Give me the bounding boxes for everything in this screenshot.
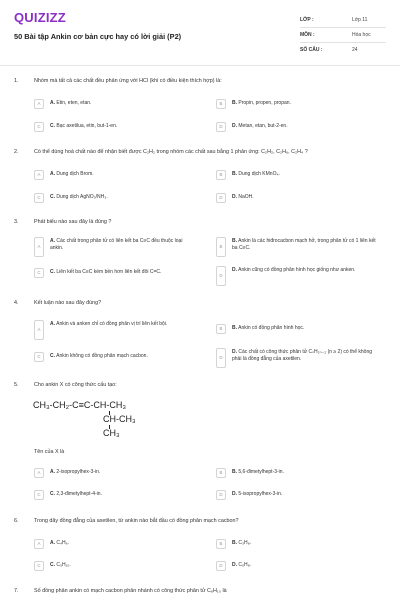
info-value-class: Lớp 11 — [352, 17, 368, 23]
option-letter: B. — [232, 100, 237, 106]
question-text: Có thể dùng hoá chất nào để nhận biết được C₂H₂ trong nhóm các chất sau bằng 1 phản ứng: C₂H₂, C₂H₆, C₂H₄ ? — [34, 149, 308, 155]
page-header — [0, 0, 400, 66]
option-box: C — [34, 268, 44, 278]
option-box: D — [216, 266, 226, 286]
question-number: 3. — [14, 219, 19, 225]
question-text: Kết luận nào sau đây đúng? — [34, 300, 102, 306]
info-value-count: 24 — [352, 47, 358, 53]
option-box: C — [34, 193, 44, 203]
option-letter: A. — [50, 321, 55, 327]
option-box: B — [216, 539, 226, 549]
option-text: Ankin là các hiđrocacbon mạch hở, trong phân tử có 1 liên kết ba C≡C. — [232, 238, 376, 252]
option-box: B — [216, 468, 226, 478]
question-text: Số đồng phân ankin có mạch cacbon phân nhánh có công thức phân tử C₆H₁₀ là — [34, 588, 227, 594]
info-divider — [300, 27, 386, 28]
option-text: Ankin và anken chỉ có đồng phân vị trí liên kết bội. — [55, 321, 168, 327]
option-box: A — [34, 170, 44, 180]
option-letter: A. — [50, 238, 55, 244]
option-box: B — [216, 170, 226, 180]
option-letter: D. — [232, 349, 237, 355]
option-box: B — [216, 99, 226, 109]
info-label-count: SỐ CÂU : — [300, 47, 323, 53]
formula-branch-end: CH₃ — [103, 428, 120, 438]
option-letter: C. — [50, 491, 55, 497]
option-box: D — [216, 122, 226, 132]
info-value-subject: Hóa học — [352, 32, 371, 38]
option-text: Liên kết ba C≡C kém bền hơn liên kết đôi C=C. — [55, 269, 162, 275]
option-letter: A. — [50, 469, 55, 475]
option-text: Các chất có công thức phân tử CₙH₂ₙ₋₂ (n ≥ 2) có thể không phải là đồng đẳng của axetilen. — [232, 349, 373, 363]
option-box: A — [34, 468, 44, 478]
question-text: Cho ankin X có công thức cấu tạo: — [34, 382, 117, 388]
option-box: C — [34, 122, 44, 132]
question-number: 4. — [14, 300, 19, 306]
option-text: C₄H₆. — [55, 540, 70, 546]
option-letter: A. — [50, 100, 55, 106]
page-title: 50 Bài tập Ankin cơ bản cực hay có lời giải (P2) — [14, 32, 182, 41]
option-box: D — [216, 193, 226, 203]
question-text: Phát biểu nào sau đây là đúng ? — [34, 219, 112, 225]
question-number: 7. — [14, 588, 19, 594]
option-text: C₅H₈. — [237, 562, 252, 568]
info-label-class: LỚP : — [300, 17, 314, 23]
question-number: 6. — [14, 518, 19, 524]
option-text: Bạc axetilua, etin, but-1-en. — [55, 123, 118, 129]
option-box: A — [34, 99, 44, 109]
option-text: C₃H₈. — [237, 540, 252, 546]
option-text: Ankin không có đồng phân mạch cacbon. — [55, 353, 148, 359]
option-text: 5,6-đimetylhept-3-in. — [237, 469, 284, 475]
option-text: Metan, etan, but-2-en. — [237, 123, 288, 129]
option-box: D — [216, 490, 226, 500]
option-letter: D. — [232, 267, 237, 273]
option-letter: B. — [232, 469, 237, 475]
option-text: NaOH. — [237, 194, 254, 200]
question-subtext: Tên của X là — [34, 449, 65, 455]
option-letter: A. — [50, 540, 55, 546]
option-text: 5-isopropylhex-3-in. — [237, 491, 283, 497]
option-box: A — [34, 539, 44, 549]
option-box: D — [216, 348, 226, 368]
option-letter: C. — [50, 562, 55, 568]
question-number: 1. — [14, 78, 19, 84]
option-text: 2-isopropylhex-3-in. — [55, 469, 101, 475]
info-divider — [300, 42, 386, 43]
option-letter: B. — [232, 171, 237, 177]
question-number: 2. — [14, 149, 19, 155]
option-letter: B. — [232, 238, 237, 244]
option-text: Dung dịch AgNO₃/NH₃. — [55, 194, 108, 200]
option-box: C — [34, 561, 44, 571]
formula-main-chain: CH₃-CH₂-C≡C-CH-CH₃ — [33, 400, 127, 410]
option-box: B — [216, 237, 226, 257]
option-text: Dung dịch Brom. — [55, 171, 94, 177]
option-text: Ankin cũng có đồng phân hình học giống như anken. — [237, 267, 356, 273]
option-letter: C. — [50, 353, 55, 359]
structural-formula — [33, 400, 213, 442]
option-text: Ankin có đồng phân hình học. — [237, 325, 305, 331]
option-text: Dung dịch KMnO₄. — [237, 171, 280, 177]
option-box: C — [34, 490, 44, 500]
option-box: D — [216, 561, 226, 571]
option-box: C — [34, 352, 44, 362]
option-letter: C. — [50, 123, 55, 129]
option-text: C₅H₁₀. — [55, 562, 71, 568]
option-letter: D. — [232, 194, 237, 200]
option-box: A — [34, 237, 44, 257]
option-box: A — [34, 320, 44, 340]
question-number: 5. — [14, 382, 19, 388]
option-letter: B. — [232, 325, 237, 331]
formula-branch: CH-CH₃ — [103, 414, 136, 424]
option-letter: D. — [232, 562, 237, 568]
option-box: B — [216, 324, 226, 334]
option-letter: A. — [50, 171, 55, 177]
option-text: Etin, eten, etan. — [55, 100, 92, 106]
question-text: Nhóm mà tất cả các chất đều phản ứng với HCl (khi có điều kiện thích hợp) là: — [34, 78, 222, 84]
option-text: Propin, propen, propan. — [237, 100, 291, 106]
question-text: Trong dãy đồng đẳng của axetilen, từ ankin nào bắt đầu có đồng phân mạch cacbon? — [34, 518, 239, 524]
option-text: 2,3-đimetylhept-4-in. — [55, 491, 102, 497]
option-letter: B. — [232, 540, 237, 546]
option-letter: D. — [232, 123, 237, 129]
option-letter: C. — [50, 269, 55, 275]
option-letter: D. — [232, 491, 237, 497]
option-text: Các chất trong phân tử có liên kết ba C≡C đều thuộc loại ankin. — [50, 238, 183, 252]
option-letter: C. — [50, 194, 55, 200]
quizizz-logo: QUIZIZZ — [14, 10, 66, 25]
info-label-subject: MÔN : — [300, 32, 315, 38]
